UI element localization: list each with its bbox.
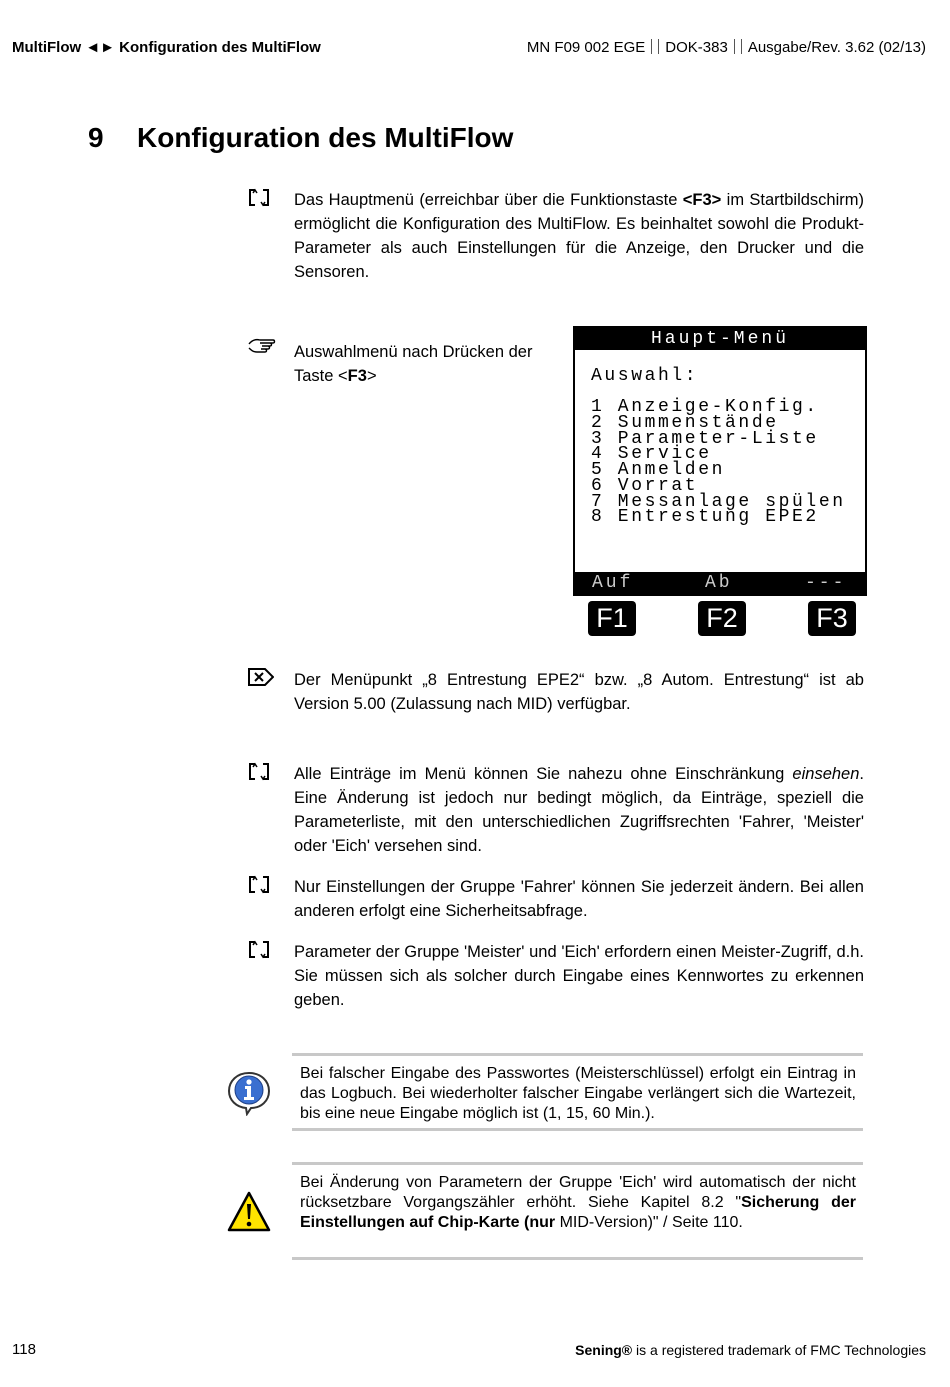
softkey-label-f1: Auf — [592, 573, 634, 593]
lcd-menu-item: 5 Anmelden — [591, 460, 726, 480]
access-paragraph-2: Nur Einstellungen der Gruppe 'Fahrer' können Sie jederzeit ändern. Bei allen anderen erfolgt eine Sicherheitsabfrage. — [294, 878, 864, 920]
trademark-notice: Sening® is a registered trademark of FMC Technologies — [575, 1342, 926, 1358]
lcd-menu-item: 4 Service — [591, 444, 712, 464]
lcd-softkey-bar — [575, 572, 865, 594]
revision: Ausgabe/Rev. 3.62 (02/13) — [747, 39, 926, 56]
info-box-text: Bei falscher Eingabe des Passwortes (Meisterschlüssel) erfolgt ein Eintrag in das Logbuch. Bei wiederholter falscher Eingabe verlängert sich die Wartezeit, bis eine neue Eingabe möglich ist (1, 15, 60 Min.). — [300, 1065, 856, 1122]
bracket-bullet-icon — [248, 875, 270, 895]
display-hint-text: Auswahlmenü nach Drücken der Taste <F3> — [294, 343, 533, 385]
lcd-menu-item: 2 Summenstände — [591, 413, 779, 433]
separator — [734, 39, 742, 54]
page-number: 118 — [12, 1341, 36, 1358]
info-box — [292, 1053, 863, 1131]
lcd-menu-item: 6 Vorrat — [591, 476, 699, 496]
bracket-bullet-icon — [248, 188, 270, 208]
warning-box — [292, 1162, 863, 1260]
lcd-subtitle: Auswahl: — [591, 366, 699, 386]
header-section-title: MultiFlow ◄► Konfiguration des MultiFlow — [12, 39, 321, 56]
warning-icon — [227, 1190, 271, 1234]
key-f3: <F3> — [682, 191, 722, 209]
lcd-menu-item: 8 Entrestung EPE2 — [591, 507, 819, 527]
intro-paragraph: Das Hauptmenü (erreichbar über die Funktionstaste <F3> im Startbildschirm) ermöglicht die Konfiguration des MultiFlow. Es beinhaltet sowohl die Produkt-Parameter als auch Einstellungen für die Anzeige, den Drucker und die Sensoren. — [294, 191, 864, 281]
chapter-number: 9 — [88, 122, 104, 153]
header-doc-info — [527, 39, 926, 56]
lcd-menu-item: 3 Parameter-Liste — [591, 429, 819, 449]
access-paragraph-1: Alle Einträge im Menü können Sie nahezu ohne Einschränkung einsehen. Eine Änderung ist jedoch nur bedingt möglich, da Einträge, speziell die Parameterliste, mit den unterschiedlichen Zugriffsrechten 'Fahrer, 'Meister' oder 'Eich' versehen sind. — [294, 765, 864, 855]
lcd-main-menu — [573, 326, 867, 596]
doc-id: MN F09 002 EGE — [526, 39, 646, 56]
separator — [651, 39, 659, 54]
lcd-title: Haupt-Menü — [575, 328, 865, 350]
access-paragraph-3: Parameter der Gruppe 'Meister' und 'Eich' erfordern einen Meister-Zugriff, d.h. Sie müssen sich als solcher durch Eingabe eines Kennwortes zu erkennen geben. — [294, 943, 864, 1009]
bracket-bullet-icon — [248, 940, 270, 960]
tag-x-icon — [248, 668, 274, 686]
doc-ref: DOK-383 — [665, 39, 728, 56]
f2-key: F2 — [698, 601, 746, 636]
bracket-bullet-icon — [248, 762, 270, 782]
softkey-label-f2: Ab — [705, 573, 733, 593]
version-note: Der Menüpunkt „8 Entrestung EPE2“ bzw. „8 Autom. Entrestung“ ist ab Version 5.00 (Zulassung nach MID) verfügbar. — [294, 671, 864, 713]
f1-key: F1 — [588, 601, 636, 636]
lcd-menu-item: 7 Messanlage spülen — [591, 492, 846, 512]
f3-key: F3 — [808, 601, 856, 636]
warning-box-text: Bei Änderung von Parametern der Gruppe 'Eich' wird automatisch der nicht rücksetzbare Vorgangszähler erhöht. Siehe Kapitel 8.2 "Sicherung der Einstellungen auf Chip-Karte (nur MID-Version)" / Seite 110. — [300, 1174, 857, 1231]
chapter-title: Konfiguration des MultiFlow — [137, 122, 514, 153]
softkey-label-f3: --- — [805, 573, 847, 593]
lcd-menu-item: 1 Anzeige-Konfig. — [591, 397, 819, 417]
pointing-hand-icon — [248, 335, 276, 355]
info-icon — [226, 1070, 272, 1116]
